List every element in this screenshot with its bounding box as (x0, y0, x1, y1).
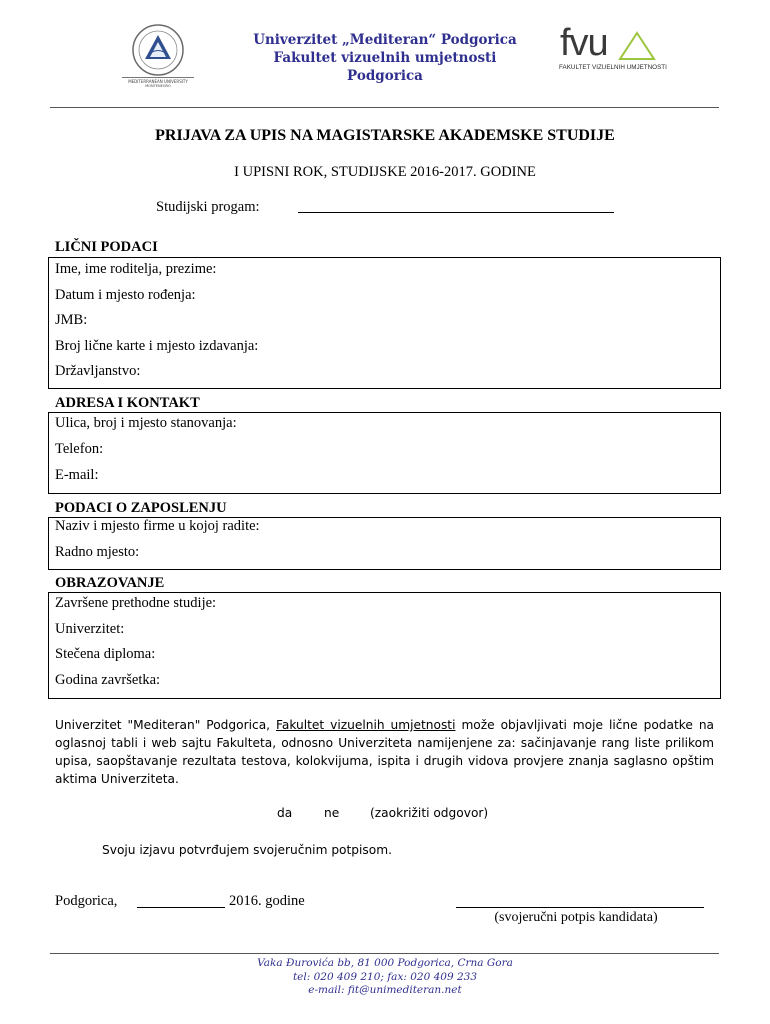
footer-divider (50, 953, 719, 954)
field-id-card[interactable]: Broj lične karte i mjesto izdavanja: (55, 338, 259, 354)
university-seal-logo (118, 22, 198, 88)
program-input-line[interactable] (298, 212, 614, 213)
field-diploma[interactable]: Stečena diploma: (55, 646, 156, 662)
faculty-name: Fakultet vizuelnih umjetnosti (273, 50, 497, 66)
field-jmb[interactable]: JMB: (55, 312, 88, 328)
field-email[interactable]: E-mail: (55, 467, 99, 483)
fvu-logo-subtitle: FAKULTET VIZUELNIH UMJETNOSTI (559, 64, 667, 71)
section-title-employment: PODACI O ZAPOSLENJU (55, 500, 227, 516)
fvu-logo (556, 22, 667, 74)
program-label: Studijski progam: (156, 199, 260, 215)
answer-yes-option[interactable]: da (277, 806, 293, 820)
footer-phones: tel: 020 409 210; fax: 020 409 233 (292, 970, 478, 983)
seal-country-text: MONTENEGRO (145, 84, 171, 88)
education-box (48, 592, 721, 699)
field-phone[interactable]: Telefon: (55, 441, 104, 457)
city-name: Podgorica (347, 68, 423, 84)
fvu-logo-word: fvu (560, 22, 608, 64)
consent-paragraph (55, 716, 714, 788)
header-divider (50, 107, 719, 108)
year-label: 2016. godine (229, 893, 305, 909)
place-label (55, 893, 117, 910)
seal-bottom-text: MEDITERRANEAN UNIVERSITY (128, 79, 188, 84)
form-subtitle: I UPISNI ROK, STUDIJSKE 2016-2017. GODINE (234, 164, 536, 180)
field-birth[interactable]: Datum i mjesto rođenja: (55, 287, 196, 303)
signature-line[interactable] (456, 907, 704, 908)
date-input-line[interactable] (137, 907, 225, 908)
field-street[interactable]: Ulica, broj i mjesto stanovanja: (55, 415, 237, 431)
footer-email[interactable]: e-mail: fit@unimediteran.net (308, 984, 462, 996)
answer-hint: (zaokrižiti odgovor) (370, 806, 489, 820)
field-previous-studies[interactable]: Završene prethodne studije: (55, 595, 217, 611)
signature-caption: (svojeručni potpis kandidata) (494, 910, 658, 925)
field-company[interactable]: Naziv i mjesto firme u kojoj radite: (55, 518, 260, 534)
footer-address: Vaka Đurovića bb, 81 000 Podgorica, Crna Gora (257, 957, 513, 969)
faculty-link: Fakultet vizuelnih umjetnosti (276, 718, 456, 732)
section-title-address: ADRESA I KONTAKT (55, 395, 200, 411)
field-university[interactable]: Univerzitet: (55, 621, 125, 637)
consent-part1: Univerzitet "Mediteran" Podgorica, (55, 718, 271, 732)
field-position[interactable]: Radno mjesto: (55, 544, 140, 560)
form-title: PRIJAVA ZA UPIS NA MAGISTARSKE AKADEMSKE STUDIJE (155, 127, 615, 144)
place-city: Podgorica, (55, 893, 118, 909)
address-box (48, 412, 721, 494)
field-citizenship[interactable]: Državljanstvo: (55, 363, 141, 379)
consent-part2: može objavljivati moje lične podatke na oglasnoj tabli i web sajtu Fakulteta, odnosno Univerziteta namijenjene za: sačinjavanje rang liste prilikom upisa, saopštavanje rezultata testova, kolokvijuma, ispita i drugih vidova provjere znanja saglasno opštim aktima Univerziteta. (55, 718, 715, 786)
fvu-triangle-icon (618, 31, 656, 61)
header-title-block (205, 31, 565, 85)
declaration-text: Svoju izjavu potvrđujem svojeručnim potpisom. (102, 843, 392, 857)
section-title-personal: LIČNI PODACI (55, 239, 158, 255)
personal-data-box (48, 257, 721, 389)
university-name: Univerzitet „Mediteran“ Podgorica (253, 32, 517, 48)
field-name[interactable]: Ime, ime roditelja, prezime: (55, 261, 217, 277)
employment-box (48, 517, 721, 570)
field-graduation-year[interactable]: Godina završetka: (55, 672, 161, 688)
footer-contact (0, 957, 770, 998)
section-title-education: OBRAZOVANJE (55, 575, 165, 591)
answer-no-option[interactable]: ne (324, 806, 340, 820)
